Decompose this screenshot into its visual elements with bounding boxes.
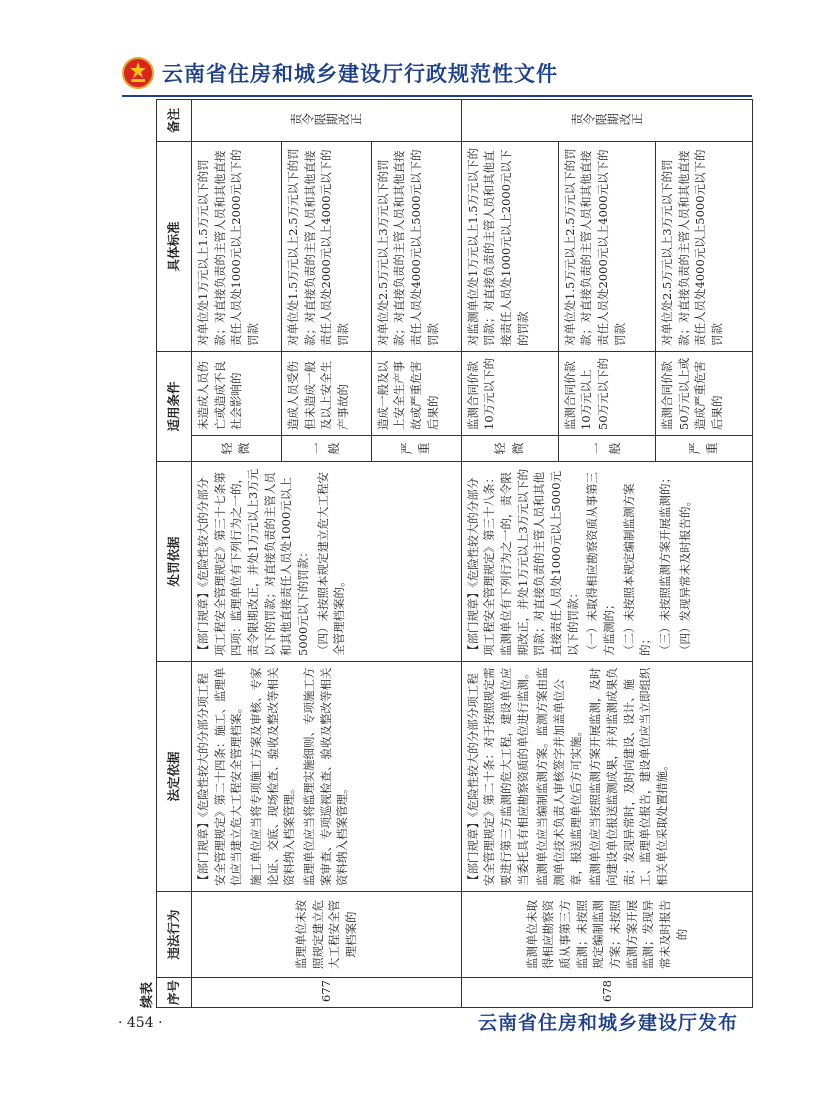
header-divider <box>122 95 752 97</box>
grade-condition: 造成一般及以上安全生产事故或严重危害后果的 <box>371 351 461 435</box>
legal-basis-para: 【部门规章】《危险性较大的分部分项工程安全管理规定》第二十条：对于按照规定需要进行第三方监测的危大工程，建设单位应当委托具有相应勘察资质的单位进行监测。 <box>465 667 530 886</box>
col-header-violation: 违法行为 <box>157 892 192 978</box>
grade-condition: 造成人员受伤但未造成一般及以上安全生产事故的 <box>281 351 371 435</box>
page-number: · 454 · <box>118 1015 163 1031</box>
legal-basis-para: 监理单位应当将监理实施细则、专项施工方案审查、专项巡视检查、验收及整改等相关资料纳入档案管理。 <box>302 667 350 886</box>
col-header-legal-basis: 法定依据 <box>157 662 192 892</box>
penalty-basis-para: （四）未按照本规定建立危大工程安全管理档案的。 <box>315 472 347 656</box>
rotated-table-block <box>136 100 756 1008</box>
publisher-label: 云南省住房和城乡建设厅发布 <box>477 1012 738 1034</box>
col-header-standard: 具体标准 <box>157 141 192 351</box>
legal-basis-cell <box>192 662 462 892</box>
grade-condition: 监测合同价款10万元以上50万元以下的 <box>558 351 655 435</box>
violation-cell: 监测单位未取得相应勘察资质从事第三方监测；未按照规定编制监测方案；未按照监测方案开展监测；发现异常未及时报告的 <box>461 892 752 978</box>
grade-standard: 对监测单位处1万元以上1.5万元以下的罚款；对直接负责的主管人员和其他直接责任人员处1000元以上2000元以下的罚款 <box>461 141 558 351</box>
penalty-basis-para: 【部门规章】《危险性较大的分部分项工程安全管理规定》第三十八条：监测单位有下列行为之一的，责令限期改正，并处1万元以上3万元以下的罚款；对直接负责的主管人员和其他直接责任人员处1000元以上5000元以下的罚款： <box>465 468 580 656</box>
grade-standard: 对单位处1.5万元以上2.5万元以下的罚款；对直接负责的主管人员和其他直接责任人员处2000元以上4000元以下的罚款 <box>558 141 655 351</box>
legal-basis-para: 监测单位应当编制监测方案。监测方案由监测单位技术负责人审核签字并加盖单位公章，报送监理单位后方可实施。 <box>535 667 583 886</box>
national-emblem-icon <box>122 57 154 89</box>
continued-label: 续表 <box>140 981 155 1008</box>
penalty-basis-para: （一）未取得相应勘察资质从事第三方监测的； <box>585 472 617 656</box>
legal-basis-para: 监测单位应当按照监测方案开展监测，及时向建设单位报送监测成果，并对监测成果负责；发现异常时，及时向建设、设计、施工、监理单位报告，建设单位应当立即组织相关单位采取处置措施。 <box>588 667 670 886</box>
penalty-table <box>156 99 753 1008</box>
grade-level: 严重 <box>371 436 461 462</box>
grade-condition: 监测合同价款10万元以下的 <box>461 351 558 435</box>
document-title: 云南省住房和城乡建设厅行政规范性文件 <box>162 62 558 86</box>
grade-level: 一般 <box>281 436 371 462</box>
row-number: 678 <box>461 978 752 1008</box>
grade-level: 轻微 <box>461 436 558 462</box>
remark-cell: 责令限期改正 <box>461 99 752 141</box>
remark-cell: 责令限期改正 <box>192 99 462 141</box>
col-header-remark: 备注 <box>157 99 192 141</box>
grade-condition: 未造成人员伤亡或造成不良社会影响的 <box>192 351 282 435</box>
grade-level: 轻微 <box>192 436 282 462</box>
penalty-basis-para: 【部门规章】《危险性较大的分部分项工程安全管理规定》第三十七条第四项：监理单位有下列行为之一的，责令限期改正，并处1万元以上3万元以下的罚款；对直接负责的主管人员和其他直接责任人员处1000元以上5000元以下的罚款： <box>196 468 311 656</box>
col-header-penalty-basis: 处罚依据 <box>157 462 192 662</box>
col-header-no: 序号 <box>157 978 192 1008</box>
grade-standard: 对单位处1万元以上1.5万元以下的罚款；对直接负责的主管人员和其他直接责任人员处1000元以上2000元以下的罚款 <box>192 141 282 351</box>
table-row <box>461 99 558 1007</box>
penalty-basis-cell <box>461 462 752 662</box>
penalty-basis-para: （四）发现异常未及时报告的。 <box>677 495 692 656</box>
col-header-condition: 适用条件 <box>157 351 192 461</box>
table-row <box>192 99 282 1007</box>
penalty-basis-cell <box>192 462 462 662</box>
penalty-basis-para: （二）未按照本规定编制监测方案的； <box>621 483 653 656</box>
grade-level: 严重 <box>655 436 752 462</box>
page-header <box>122 55 558 91</box>
penalty-basis-para: （三）未按照监测方案开展监测的； <box>658 472 673 656</box>
violation-cell: 监理单位未按照规定建立危大工程安全管理档案的 <box>192 892 462 978</box>
legal-basis-para: 【部门规章】《危险性较大的分部分项工程安全管理规定》第二十四条：施工、监理单位应当建立危大工程安全管理档案。 <box>196 667 244 886</box>
table-header-row <box>157 99 192 1007</box>
grade-standard: 对单位处1.5万元以上2.5万元以下的罚款；对直接负责的主管人员和其他直接责任人员处2000元以上4000元以下的罚款 <box>281 141 371 351</box>
grade-level: 一般 <box>558 436 655 462</box>
legal-basis-cell <box>461 662 752 892</box>
legal-basis-para: 施工单位应当将专项施工方案及审核、专家论证、交底、现场检查、验收及整改等相关资料纳入档案管理。 <box>249 667 297 886</box>
grade-standard: 对单位处2.5万元以上3万元以下的罚款；对直接负责的主管人员和其他直接责任人员处4000元以上5000元以下的罚款 <box>371 141 461 351</box>
grade-standard: 对单位处2.5万元以上3万元以下的罚款；对直接负责的主管人员和其他直接责任人员处4000元以上5000元以下的罚款 <box>655 141 752 351</box>
row-number: 677 <box>192 978 462 1008</box>
grade-condition: 监测合同价款50万元以上或造成严重危害后果的 <box>655 351 752 435</box>
